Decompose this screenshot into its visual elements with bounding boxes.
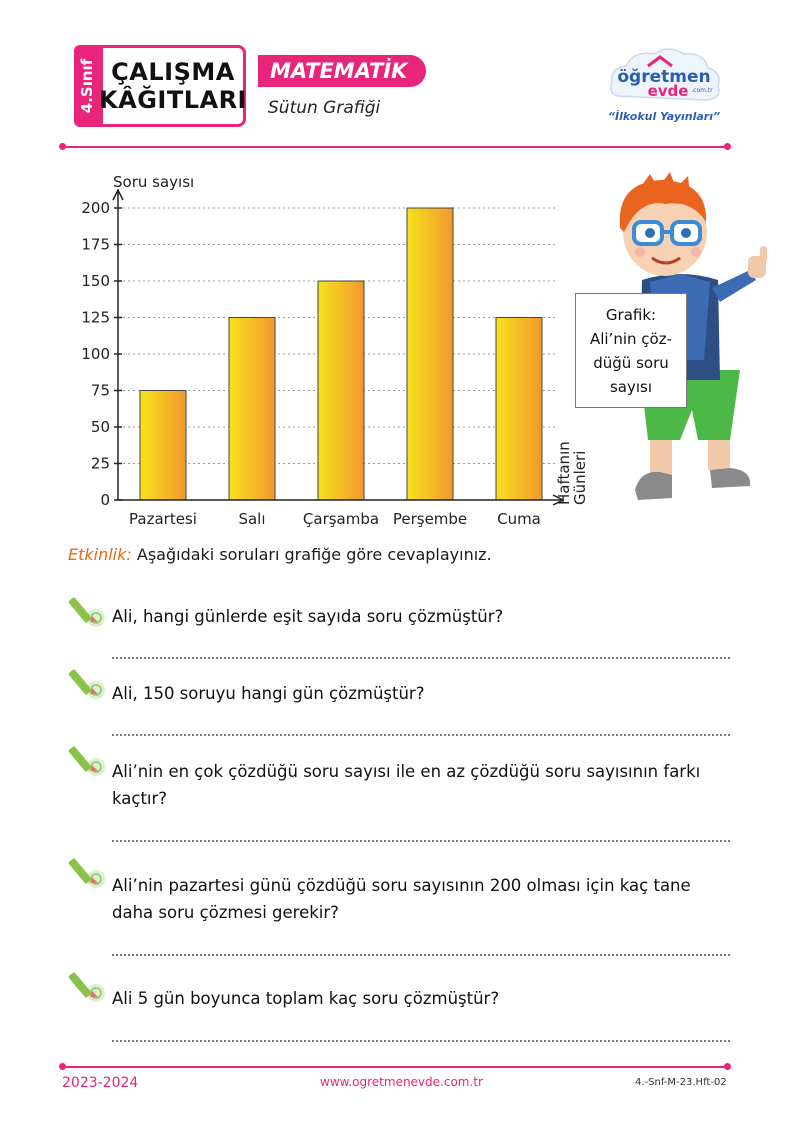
y-tick-label: 100 xyxy=(81,345,110,363)
activity-label: Etkinlik: xyxy=(68,545,132,564)
pencil-icon xyxy=(70,853,108,891)
y-tick-label: 150 xyxy=(81,272,110,290)
sign-line-2: Ali’nin çöz- xyxy=(589,329,673,348)
logo-domain: .com.tr xyxy=(691,87,713,94)
y-tick-label: 175 xyxy=(81,235,110,254)
question-3: Ali’nin en çok çözdüğü soru sayısı ile en az çözdüğü soru sayısının farkı kaçtır? xyxy=(112,762,701,808)
y-axis-label: Soru sayısı xyxy=(113,173,195,191)
x-tick-label: Pazartesi xyxy=(129,510,197,528)
y-tick-label: 75 xyxy=(90,381,110,400)
x-tick-label: Salı xyxy=(238,510,266,528)
pencil-icon xyxy=(70,967,108,1005)
answer-line-2[interactable] xyxy=(112,734,730,736)
logo-tagline: “İlkokul Yayınları” xyxy=(607,110,721,123)
bar-çarşamba xyxy=(318,281,364,500)
subject-banner: MATEMATİK xyxy=(258,55,426,87)
title-line-1: ÇALIŞMA xyxy=(111,58,235,86)
bar-cuma xyxy=(496,318,542,501)
bar-chart xyxy=(75,170,589,540)
answer-line-1[interactable] xyxy=(112,657,730,659)
pencil-icon xyxy=(70,592,108,630)
y-tick-label: 125 xyxy=(81,308,110,327)
y-tick-labels xyxy=(81,199,122,509)
grade-label: 4.Sınıf xyxy=(78,58,96,114)
logo-word-1: öğretmen xyxy=(617,67,711,87)
publisher-logo xyxy=(604,44,726,128)
bar-salı xyxy=(229,318,275,501)
topic-title: Sütun Grafiği xyxy=(268,98,381,118)
grade-tab xyxy=(74,45,100,127)
logo-word-2: evde xyxy=(647,82,689,100)
y-tick-label: 0 xyxy=(100,491,110,509)
bar-perşembe xyxy=(407,208,453,500)
x-axis-label-line-1: Haftanın xyxy=(555,441,573,505)
x-tick-labels xyxy=(129,510,541,528)
y-tick-label: 50 xyxy=(90,418,110,436)
sign-line-4: sayısı xyxy=(609,377,653,396)
question-4: Ali’nin pazartesi günü çözdüğü soru sayısının 200 olması için kaç tane daha soru çözmesi gerekir? xyxy=(112,876,691,922)
top-divider xyxy=(62,146,728,148)
bottom-divider xyxy=(62,1066,728,1068)
worksheet-title xyxy=(100,45,246,127)
question-1: Ali, hangi günlerde eşit sayıda soru çözmüştür? xyxy=(112,607,504,626)
x-tick-label: Çarşamba xyxy=(302,510,380,528)
x-tick-label: Cuma xyxy=(497,510,541,528)
question-5: Ali 5 gün boyunca toplam kaç soru çözmüştür? xyxy=(112,989,500,1008)
footer-year: 2023-2024 xyxy=(62,1075,139,1091)
question-2: Ali, 150 soruyu hangi gün çözmüştür? xyxy=(112,684,425,703)
activity-text: Aşağıdaki soruları grafiğe göre cevaplayınız. xyxy=(136,545,492,564)
title-line-2: KÂĞITLARI xyxy=(99,86,247,114)
y-tick-label: 200 xyxy=(81,199,110,217)
x-tick-label: Perşembe xyxy=(392,510,468,528)
footer-code: 4.-Snf-M-23.Hft-02 xyxy=(635,1077,727,1088)
answer-line-3[interactable] xyxy=(112,840,730,842)
y-tick-label: 25 xyxy=(90,454,110,473)
sign-line-3: düğü soru xyxy=(593,353,669,372)
bars xyxy=(140,208,542,500)
info-sign xyxy=(575,293,687,408)
footer-url[interactable]: www.ogretmenevde.com.tr xyxy=(320,1075,483,1089)
answer-line-5[interactable] xyxy=(112,1040,730,1042)
x-axis-label-line-2: Günleri xyxy=(571,450,589,505)
pencil-icon xyxy=(70,664,108,702)
answer-line-4[interactable] xyxy=(112,954,730,956)
pencil-icon xyxy=(70,741,108,779)
sign-line-1: Grafik: xyxy=(605,305,657,324)
activity-instruction xyxy=(68,545,492,564)
bar-pazartesi xyxy=(140,391,186,501)
